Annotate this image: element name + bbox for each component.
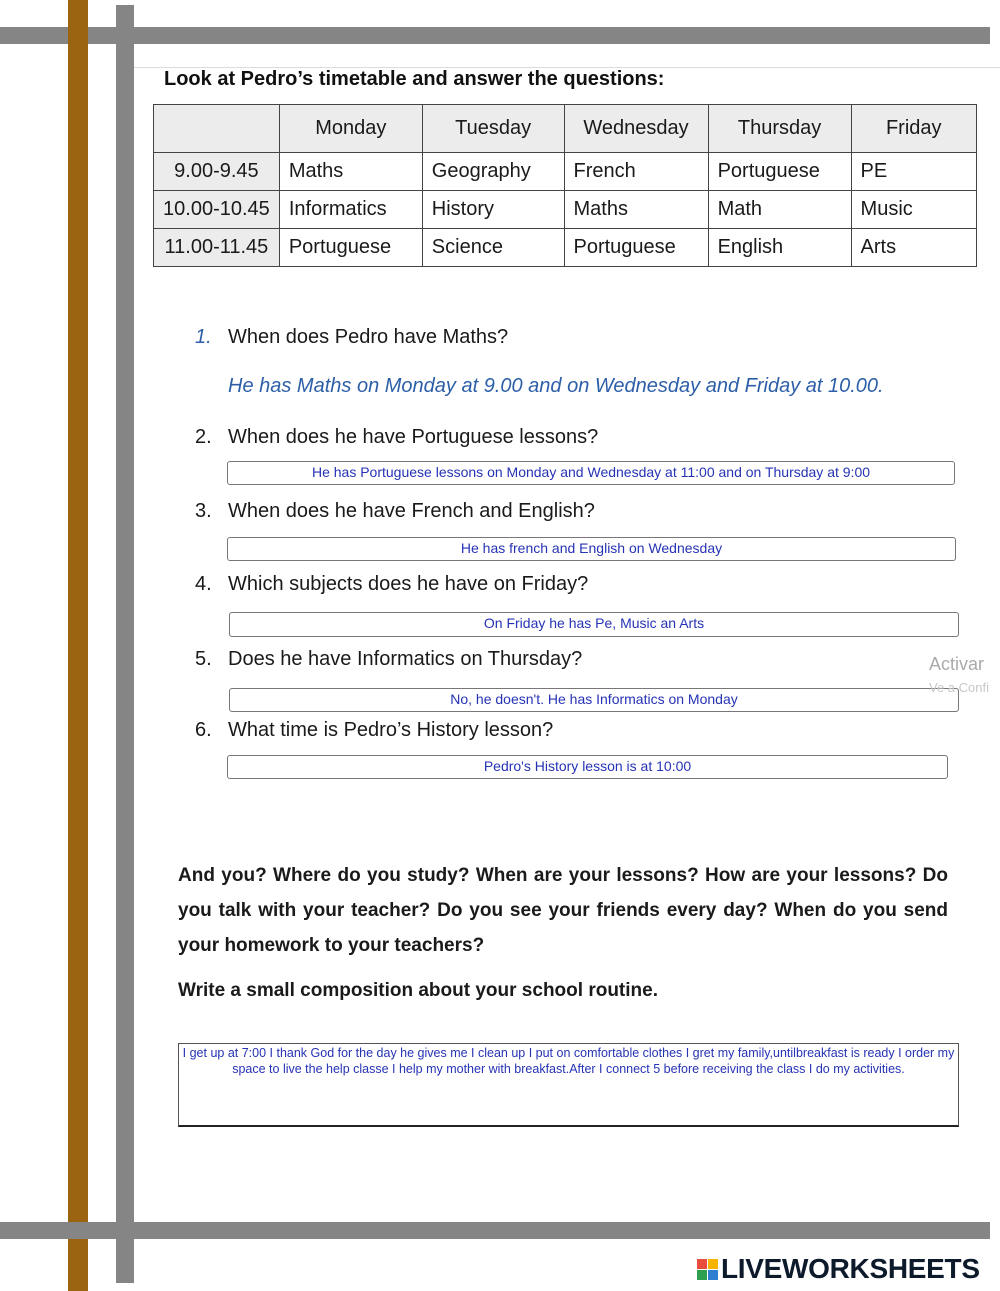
time-cell: 10.00-10.45	[154, 191, 280, 229]
question-number: 5.	[195, 648, 212, 670]
write-instruction: Write a small composition about your school routine.	[178, 980, 658, 1001]
question-text: When does he have Portuguese lessons?	[228, 426, 599, 448]
subject-cell: Math	[708, 191, 851, 229]
worksheet-heading: Look at Pedro’s timetable and answer the questions:	[164, 68, 665, 90]
subject-cell: History	[422, 191, 564, 229]
logo-square	[708, 1259, 718, 1269]
logo-grid-icon	[697, 1259, 718, 1280]
question-number: 3.	[195, 500, 212, 522]
answer-field-2[interactable]: He has Portuguese lessons on Monday and Wednesday at 11:00 and on Thursday at 9:00	[227, 461, 955, 485]
timetable	[153, 104, 977, 267]
table-row	[154, 153, 977, 191]
subject-cell: English	[708, 229, 851, 267]
table-row	[154, 229, 977, 267]
subject-cell: Informatics	[279, 191, 422, 229]
logo-square	[697, 1270, 707, 1280]
liveworksheets-logo	[697, 1253, 980, 1285]
day-header: Thursday	[708, 105, 851, 153]
subject-cell: Arts	[851, 229, 976, 267]
bottom-frame-bar	[0, 1222, 990, 1239]
timetable-header-row	[154, 105, 977, 153]
logo-square	[708, 1270, 718, 1280]
logo-square	[697, 1259, 707, 1269]
subject-cell: Maths	[279, 153, 422, 191]
left-brown-stripe	[68, 0, 88, 1291]
activation-watermark-sub: Ve a Confi	[929, 680, 989, 695]
question-number: 2.	[195, 426, 212, 448]
top-frame-bar	[0, 27, 990, 44]
subject-cell: Music	[851, 191, 976, 229]
time-cell: 9.00-9.45	[154, 153, 280, 191]
question-number: 6.	[195, 719, 212, 741]
question-3	[195, 500, 595, 523]
question-text: Does he have Informatics on Thursday?	[228, 648, 583, 670]
example-answer: He has Maths on Monday at 9.00 and on Wednesday and Friday at 10.00.	[228, 375, 884, 397]
subject-cell: French	[564, 153, 708, 191]
subject-cell: Portuguese	[564, 229, 708, 267]
question-5	[195, 648, 582, 671]
answer-field-3[interactable]: He has french and English on Wednesday	[227, 537, 956, 561]
activation-watermark: Activar	[929, 654, 985, 674]
question-number: 4.	[195, 573, 212, 595]
composition-prompt: And you? Where do you study? When are your lessons? How are your lessons? Do you talk with your teacher? Do you see your friends every day? When do you send your homework to your teachers?	[178, 865, 948, 956]
day-header: Friday	[851, 105, 976, 153]
table-row	[154, 191, 977, 229]
question-6	[195, 719, 553, 742]
question-text: When does Pedro have Maths?	[228, 326, 509, 348]
corner-cell	[154, 105, 280, 153]
question-text: When does he have French and English?	[228, 500, 595, 522]
time-cell: 11.00-11.45	[154, 229, 280, 267]
answer-field-6[interactable]: Pedro's History lesson is at 10:00	[227, 755, 948, 779]
subject-cell: PE	[851, 153, 976, 191]
question-2	[195, 426, 598, 449]
day-header: Tuesday	[422, 105, 564, 153]
question-4	[195, 573, 588, 596]
subject-cell: Maths	[564, 191, 708, 229]
subject-cell: Science	[422, 229, 564, 267]
subject-cell: Geography	[422, 153, 564, 191]
subject-cell: Portuguese	[708, 153, 851, 191]
answer-field-4[interactable]: On Friday he has Pe, Music an Arts	[229, 612, 959, 637]
subject-cell: Portuguese	[279, 229, 422, 267]
composition-field[interactable]: I get up at 7:00 I thank God for the day he gives me I clean up I put on comfortable clothes I gret my family,untilbreakfast is ready I order my space to live the help classe I help my mother with breakfast.After I connect 5 before receiving the class I do my activities.	[178, 1043, 959, 1127]
question-text: Which subjects does he have on Friday?	[228, 573, 589, 595]
question-1	[195, 326, 508, 349]
question-text: What time is Pedro’s History lesson?	[228, 719, 554, 741]
answer-field-5[interactable]: No, he doesn't. He has Informatics on Monday	[229, 688, 959, 712]
left-gray-stripe	[116, 5, 134, 1283]
day-header: Wednesday	[564, 105, 708, 153]
brand-name: LIVEWORKSHEETS	[721, 1253, 980, 1284]
question-number: 1.	[195, 326, 212, 348]
day-header: Monday	[279, 105, 422, 153]
